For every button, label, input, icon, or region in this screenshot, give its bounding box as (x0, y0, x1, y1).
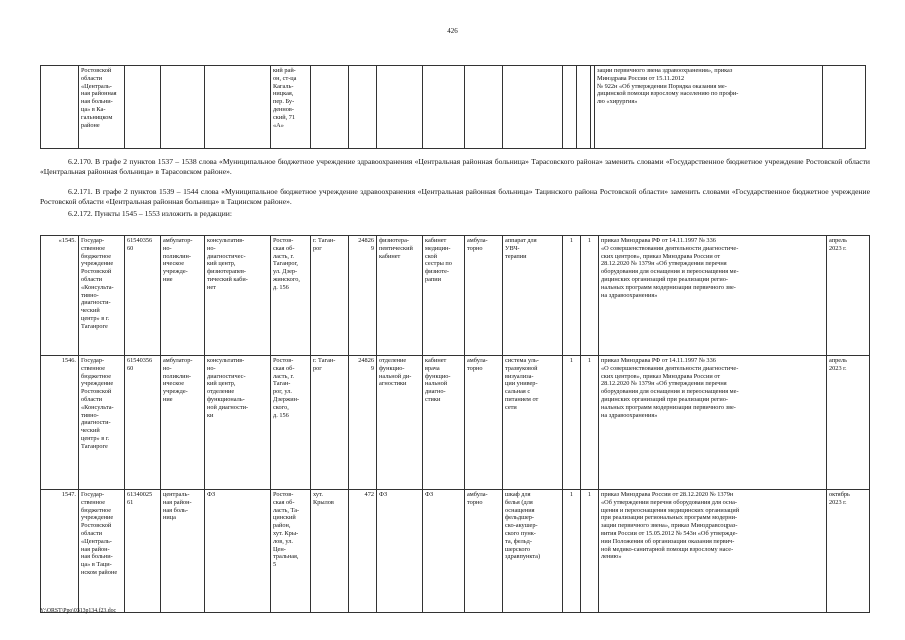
table-cell: ФЗ (205, 490, 271, 613)
table-cell: 1 (581, 490, 599, 613)
table-cell: аппарат для УВЧ- терапии (503, 236, 563, 356)
table-cell: г. Таган- рог (311, 236, 349, 356)
table-cell: Государ- ственное бюджетное учреждение Ростовской области «Централь- ная район- ная больни- ца» в Таци- нском районе (79, 490, 125, 613)
table-cell: кабинет врача функцио- нальной диагно- стики (423, 356, 465, 490)
table-cell: ФЗ (423, 490, 465, 613)
table-cell: зации первичного звена здравоохранения», приказ Минздрава России от 15.11.2012 № 922н «Об утверждении Порядка оказания ме- дицинской помощи взрослому населению по профи- лю «хирургия» (595, 66, 823, 149)
table-row (41, 66, 866, 149)
table-cell: 1546. (41, 356, 79, 490)
table-cell: 1 (563, 236, 581, 356)
table-cell (423, 66, 465, 149)
table-cell: система уль- тразвуковой визуализа- ции универ- сальная с питанием от сети (503, 356, 563, 490)
table-cell: г. Таган- рог (311, 356, 349, 490)
table-cell: «1545. (41, 236, 79, 356)
table-cell: 61340025 61 (125, 490, 161, 613)
table-cell: 1 (581, 236, 599, 356)
table-cell (577, 66, 591, 149)
table-cell: хут. Крылов (311, 490, 349, 613)
table-cell (465, 66, 503, 149)
page-number: 426 (447, 27, 458, 35)
table-cell (563, 66, 577, 149)
table-cell: приказ Минздрава России от 28.12.2020 № 1379н «Об утверждении перечня оборудования для осна- щения и переоснащения медицинских организаций при реализации региональных программ модерни- зации первичного звена», приказ Минздравсоцраз- вития России от 15.05.2012 № 543н «Об утвержде- нии Положения об организации оказания первич- ной медико-санитарной помощи взрослому насе- лению» (599, 490, 827, 613)
table-cell: октябрь 2023 г. (827, 490, 870, 613)
table-cell: 1547. (41, 490, 79, 613)
table-cell: 24826 9 (349, 236, 377, 356)
table-cell: Ростов- ская об- ласть, Та- цинский район, хут. Кры- лов, ул. Цен- тральная, 5 (271, 490, 311, 613)
table-cell: амбула- торно (465, 236, 503, 356)
table-cell: 1 (563, 356, 581, 490)
table-cell (205, 66, 271, 149)
table-cell: приказ Минздрава РФ от 14.11.1997 № 336 «О совершенствовании деятельности диагностиче- ских центров», приказ Минздрава России от 28.12.2020 № 1379н «Об утверждении перечня оборудования для оснащения и переоснащения ме- дицинских организаций при реализации регио- нальных программ модернизации первичного зве- на здравоохранения» (599, 236, 827, 356)
table-cell: апрель 2023 г. (827, 356, 870, 490)
table-row (41, 356, 870, 490)
table-cell: Государ- ственное бюджетное учреждение Ростовской области «Консульта- тивно- диагности- ческий центр» в г. Таганроге (79, 356, 125, 490)
table-cell: 24826 9 (349, 356, 377, 490)
table-cell: Ростов- ская об- ласть, г. Таган- рог, ул. Дзержин- ского, д. 156 (271, 356, 311, 490)
table-cell: консультатив- но- диагностичес- кий центр, физиотерапев- тический каби- нет (205, 236, 271, 356)
table-cell: ФЗ (377, 490, 423, 613)
table-cell: консультатив- но- диагностичес- кий центр, отделение функциональ- ной диагности- ки (205, 356, 271, 490)
table-cell: физиотера- певтический кабинет (377, 236, 423, 356)
table-cell: централь- ная район- ная боль- ница (161, 490, 205, 613)
table-cell (503, 66, 563, 149)
paragraph-6-2-170: 6.2.170. В графе 2 пунктов 1537 – 1538 слова «Муниципальное бюджетное учреждение здравоохранения «Центральная районная больница» Тарасовского района» заменить словами «Государственное бюджетное учреждение Ростовской области «Центральная районная больница» в Тарасовском районе». (40, 157, 870, 176)
table-cell: приказ Минздрава РФ от 14.11.1997 № 336 «О совершенствовании деятельности диагностиче- ских центров», приказ Минздрава России от 28.12.2020 № 1379н «Об утверждении перечня оборудования для оснащения и переоснащения ме- дицинских организаций при реализации регио- нальных программ модернизации первичного зве- на здравоохранения» (599, 356, 827, 490)
table-cell (125, 66, 161, 149)
table-cell (161, 66, 205, 149)
table-cell: 472 (349, 490, 377, 613)
table-cell: кий рай- он, ст-ца Кагаль- ницкая, пер. Бу- деннов- ский, 71 «А» (271, 66, 311, 149)
table-cell (377, 66, 423, 149)
table-cell: Ростовской области «Централь- ная районная ная больни- ца» в Ка- гальницком районе (79, 66, 125, 149)
table-cell (823, 66, 866, 149)
equipment-table (40, 235, 870, 613)
table-row (41, 490, 870, 613)
table-cell: 61540356 60 (125, 236, 161, 356)
table-cell: амбулатор- но- поликлин- ическое учрежде- ние (161, 236, 205, 356)
table-cell: кабинет медицин- ской сестры по физиоте- рапии (423, 236, 465, 356)
table-cell: Государ- ственное бюджетное учреждение Ростовской области «Консульта- тивно- диагности- ческий центр» в г. Таганроге (79, 236, 125, 356)
table-cell: 1 (581, 356, 599, 490)
table-cell: апрель 2023 г. (827, 236, 870, 356)
table-cell: амбула- торно (465, 490, 503, 613)
table-cell: 1 (563, 490, 581, 613)
table-cell: 61540356 60 (125, 356, 161, 490)
table-cell (311, 66, 349, 149)
table-cell: шкаф для белья (для оснащения фельдшер- ско-акушер- ского пунк- та, фельд- шерского здравпункта) (503, 490, 563, 613)
table-cell: Ростов- ская об- ласть, г. Таганрог, ул. Дзер- жинского, д. 156 (271, 236, 311, 356)
paragraph-6-2-172: 6.2.172. Пункты 1545 – 1553 изложить в редакции: (68, 209, 232, 218)
table-cell: амбулатор- но- поликлин- ическое учрежде- ние (161, 356, 205, 490)
table-cell: отделение функцио- нальной ди- агностики (377, 356, 423, 490)
table-row (41, 236, 870, 356)
table-cell (349, 66, 377, 149)
file-path-footer: Y:\ORST\Ppo\0313p134.f23.doc (40, 608, 117, 614)
table-cell (41, 66, 79, 149)
continuation-table (40, 65, 866, 149)
table-cell: амбула- торно (465, 356, 503, 490)
paragraph-6-2-171: 6.2.171. В графе 2 пунктов 1539 – 1544 слова «Муниципальное бюджетное учреждение здравоохранения «Центральная районная больница» Тацинского района Ростовской области» заменить словами «Государственное бюджетное учреждение Ростовской области «Центральная районная больница» в Тацинском районе». (40, 187, 870, 206)
